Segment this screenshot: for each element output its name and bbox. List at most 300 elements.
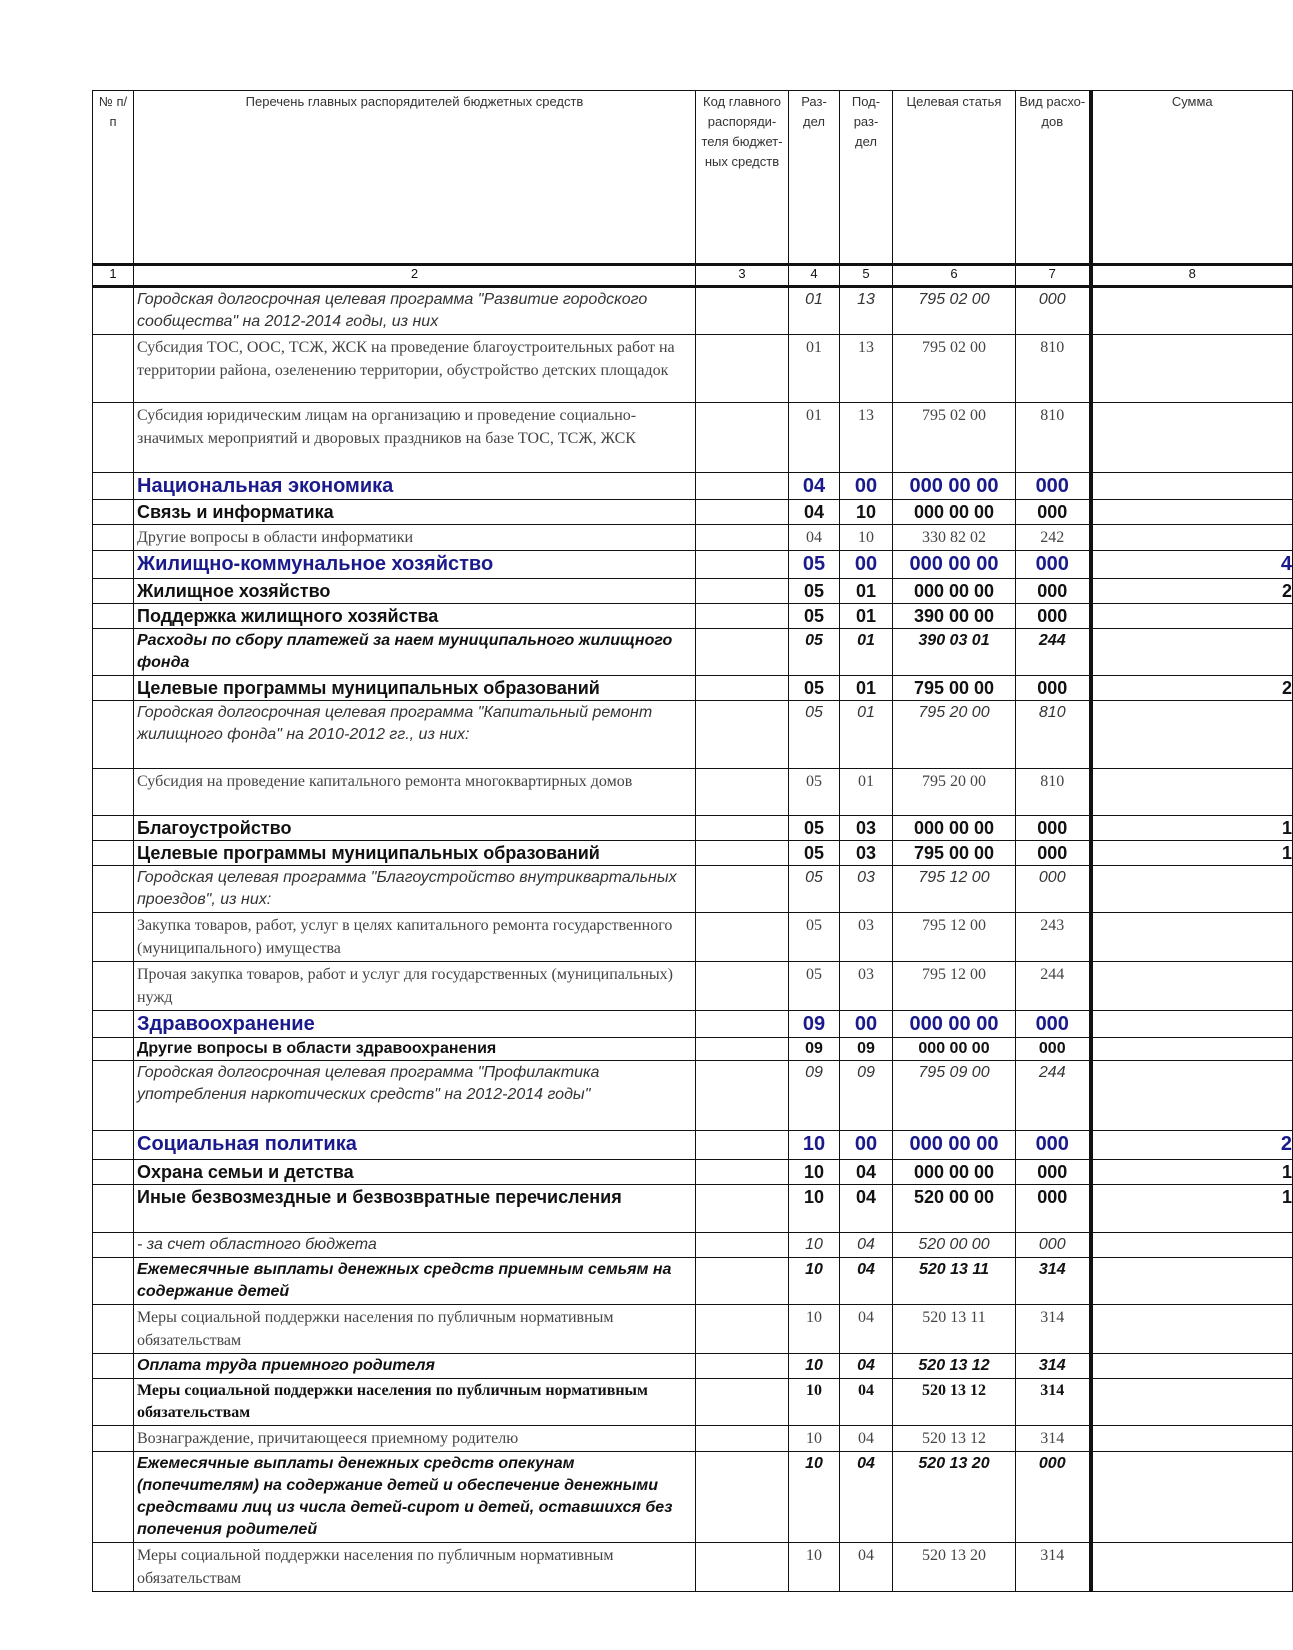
row-type-cell: 314 bbox=[1016, 1379, 1091, 1426]
table-row bbox=[93, 676, 1293, 701]
row-code-cell bbox=[696, 1354, 789, 1379]
row-number-cell bbox=[93, 1258, 134, 1305]
row-target-cell: 520 13 11 bbox=[893, 1258, 1016, 1305]
row-sum-cell bbox=[1091, 403, 1293, 473]
row-number-cell bbox=[93, 604, 134, 629]
header-cell-sum: Сумма bbox=[1091, 91, 1293, 265]
row-type-cell: 810 bbox=[1016, 403, 1091, 473]
row-target-cell: 795 20 00 bbox=[893, 769, 1016, 816]
row-target-cell: 520 13 20 bbox=[893, 1543, 1016, 1592]
row-target-cell: 000 00 00 bbox=[893, 1160, 1016, 1185]
row-sum-cell: 2 bbox=[1091, 676, 1293, 701]
row-code-cell bbox=[696, 1160, 789, 1185]
row-name-cell: Жилищно-коммунальное хозяйство bbox=[134, 551, 696, 579]
row-section-cell: 10 bbox=[789, 1379, 840, 1426]
header-cell-subsection: Под-раз-дел bbox=[840, 91, 893, 265]
row-section-cell: 10 bbox=[789, 1543, 840, 1592]
column-number-row bbox=[93, 265, 1293, 287]
row-sum-cell bbox=[1091, 604, 1293, 629]
row-subsection-cell: 13 bbox=[840, 403, 893, 473]
row-number-cell bbox=[93, 1011, 134, 1038]
row-number-cell bbox=[93, 525, 134, 551]
row-section-cell: 10 bbox=[789, 1354, 840, 1379]
row-sum-cell bbox=[1091, 1452, 1293, 1543]
row-subsection-cell: 04 bbox=[840, 1354, 893, 1379]
row-code-cell bbox=[696, 1038, 789, 1061]
row-number-cell bbox=[93, 1426, 134, 1452]
table-row bbox=[93, 701, 1293, 769]
row-code-cell bbox=[696, 403, 789, 473]
row-subsection-cell: 03 bbox=[840, 816, 893, 841]
row-sum-cell: 2 bbox=[1091, 1131, 1293, 1160]
row-number-cell bbox=[93, 335, 134, 403]
table-row bbox=[93, 816, 1293, 841]
row-subsection-cell: 04 bbox=[840, 1185, 893, 1233]
row-code-cell bbox=[696, 769, 789, 816]
row-name-cell: Ежемесячные выплаты денежных средств приемным семьям на содержание детей bbox=[134, 1258, 696, 1305]
row-type-cell: 000 bbox=[1016, 604, 1091, 629]
row-section-cell: 09 bbox=[789, 1011, 840, 1038]
row-number-cell bbox=[93, 769, 134, 816]
row-section-cell: 05 bbox=[789, 629, 840, 676]
row-code-cell bbox=[696, 816, 789, 841]
row-sum-cell: 1 bbox=[1091, 841, 1293, 866]
row-subsection-cell: 10 bbox=[840, 500, 893, 525]
row-target-cell: 795 12 00 bbox=[893, 913, 1016, 962]
row-code-cell bbox=[696, 1426, 789, 1452]
row-target-cell: 000 00 00 bbox=[893, 1131, 1016, 1160]
row-name-cell: Прочая закупка товаров, работ и услуг для государственных (муниципальных) нужд bbox=[134, 962, 696, 1011]
row-type-cell: 314 bbox=[1016, 1354, 1091, 1379]
table-row bbox=[93, 525, 1293, 551]
row-subsection-cell: 03 bbox=[840, 962, 893, 1011]
row-section-cell: 10 bbox=[789, 1426, 840, 1452]
row-sum-cell bbox=[1091, 913, 1293, 962]
row-name-cell: Расходы по сбору платежей за наем муниципального жилищного фонда bbox=[134, 629, 696, 676]
row-name-cell: Субсидия юридическим лицам на организацию и проведение социально-значимых мероприятий и дворовых праздников на базе ТОС, ТСЖ, ЖСК bbox=[134, 403, 696, 473]
row-subsection-cell: 13 bbox=[840, 335, 893, 403]
row-target-cell: 000 00 00 bbox=[893, 816, 1016, 841]
row-code-cell bbox=[696, 579, 789, 604]
row-name-cell: Иные безвозмездные и безвозвратные перечисления bbox=[134, 1185, 696, 1233]
table-row bbox=[93, 287, 1293, 335]
row-name-cell: Целевые программы муниципальных образований bbox=[134, 676, 696, 701]
row-section-cell: 10 bbox=[789, 1305, 840, 1354]
row-target-cell: 520 13 11 bbox=[893, 1305, 1016, 1354]
row-subsection-cell: 04 bbox=[840, 1305, 893, 1354]
row-sum-cell bbox=[1091, 1354, 1293, 1379]
row-subsection-cell: 01 bbox=[840, 769, 893, 816]
row-type-cell: 000 bbox=[1016, 473, 1091, 500]
row-type-cell: 243 bbox=[1016, 913, 1091, 962]
row-type-cell: 314 bbox=[1016, 1305, 1091, 1354]
row-sum-cell bbox=[1091, 287, 1293, 335]
row-number-cell bbox=[93, 1061, 134, 1131]
row-name-cell: Ежемесячные выплаты денежных средств опекунам (попечителям) на содержание детей и обеспечение денежными средствами лиц из числа детей-сирот и детей, оставшихся без попечения родителей bbox=[134, 1452, 696, 1543]
row-sum-cell bbox=[1091, 1305, 1293, 1354]
row-subsection-cell: 01 bbox=[840, 629, 893, 676]
row-sum-cell bbox=[1091, 1258, 1293, 1305]
table-row bbox=[93, 769, 1293, 816]
row-sum-cell bbox=[1091, 962, 1293, 1011]
row-section-cell: 01 bbox=[789, 403, 840, 473]
row-name-cell: Оплата труда приемного родителя bbox=[134, 1354, 696, 1379]
row-code-cell bbox=[696, 629, 789, 676]
row-type-cell: 000 bbox=[1016, 1233, 1091, 1258]
column-number: 7 bbox=[1016, 265, 1091, 287]
row-type-cell: 000 bbox=[1016, 500, 1091, 525]
row-type-cell: 810 bbox=[1016, 701, 1091, 769]
row-type-cell: 000 bbox=[1016, 579, 1091, 604]
row-target-cell: 795 02 00 bbox=[893, 335, 1016, 403]
row-type-cell: 000 bbox=[1016, 287, 1091, 335]
row-target-cell: 000 00 00 bbox=[893, 473, 1016, 500]
table-row bbox=[93, 913, 1293, 962]
row-code-cell bbox=[696, 287, 789, 335]
row-type-cell: 314 bbox=[1016, 1258, 1091, 1305]
row-code-cell bbox=[696, 604, 789, 629]
table-row bbox=[93, 1305, 1293, 1354]
table-row bbox=[93, 1038, 1293, 1061]
table-row bbox=[93, 1011, 1293, 1038]
table-row bbox=[93, 1426, 1293, 1452]
row-type-cell: 242 bbox=[1016, 525, 1091, 551]
row-name-cell: Другие вопросы в области здравоохранения bbox=[134, 1038, 696, 1061]
row-target-cell: 795 02 00 bbox=[893, 403, 1016, 473]
row-section-cell: 05 bbox=[789, 913, 840, 962]
row-code-cell bbox=[696, 676, 789, 701]
row-target-cell: 330 82 02 bbox=[893, 525, 1016, 551]
row-name-cell: Городская долгосрочная целевая программа "Профилактика употребления наркотических средств" на 2012-2014 годы" bbox=[134, 1061, 696, 1131]
row-sum-cell bbox=[1091, 473, 1293, 500]
row-number-cell bbox=[93, 1452, 134, 1543]
row-code-cell bbox=[696, 335, 789, 403]
row-type-cell: 000 bbox=[1016, 816, 1091, 841]
row-type-cell: 000 bbox=[1016, 551, 1091, 579]
row-name-cell: Благоустройство bbox=[134, 816, 696, 841]
row-section-cell: 04 bbox=[789, 473, 840, 500]
header-cell-section: Раз-дел bbox=[789, 91, 840, 265]
header-cell-code: Код главного распоряди-теля бюджет-ных средств bbox=[696, 91, 789, 265]
row-sum-cell bbox=[1091, 701, 1293, 769]
row-number-cell bbox=[93, 866, 134, 913]
row-type-cell: 000 bbox=[1016, 1038, 1091, 1061]
row-section-cell: 05 bbox=[789, 769, 840, 816]
row-number-cell bbox=[93, 1131, 134, 1160]
row-type-cell: 000 bbox=[1016, 1185, 1091, 1233]
table-row bbox=[93, 403, 1293, 473]
column-number: 1 bbox=[93, 265, 134, 287]
row-section-cell: 05 bbox=[789, 604, 840, 629]
row-number-cell bbox=[93, 1038, 134, 1061]
table-row bbox=[93, 841, 1293, 866]
row-sum-cell bbox=[1091, 1038, 1293, 1061]
table-row bbox=[93, 1543, 1293, 1592]
row-code-cell bbox=[696, 473, 789, 500]
row-subsection-cell: 04 bbox=[840, 1452, 893, 1543]
row-number-cell bbox=[93, 1305, 134, 1354]
row-section-cell: 10 bbox=[789, 1131, 840, 1160]
row-code-cell bbox=[696, 1011, 789, 1038]
row-sum-cell: 1 bbox=[1091, 1185, 1293, 1233]
header-cell-type: Вид расхо-дов bbox=[1016, 91, 1091, 265]
header-cell-name: Перечень главных распорядителей бюджетных средств bbox=[134, 91, 696, 265]
column-number: 6 bbox=[893, 265, 1016, 287]
row-name-cell: Национальная экономика bbox=[134, 473, 696, 500]
row-target-cell: 520 13 12 bbox=[893, 1354, 1016, 1379]
table-row bbox=[93, 1233, 1293, 1258]
row-number-cell bbox=[93, 676, 134, 701]
row-name-cell: Субсидия на проведение капитального ремонта многоквартирных домов bbox=[134, 769, 696, 816]
row-section-cell: 10 bbox=[789, 1160, 840, 1185]
row-sum-cell bbox=[1091, 335, 1293, 403]
row-name-cell: Поддержка жилищного хозяйства bbox=[134, 604, 696, 629]
column-number: 8 bbox=[1091, 265, 1293, 287]
row-section-cell: 10 bbox=[789, 1258, 840, 1305]
row-name-cell: Социальная политика bbox=[134, 1131, 696, 1160]
row-type-cell: 000 bbox=[1016, 1160, 1091, 1185]
row-target-cell: 520 00 00 bbox=[893, 1185, 1016, 1233]
table-row bbox=[93, 500, 1293, 525]
row-target-cell: 390 00 00 bbox=[893, 604, 1016, 629]
row-name-cell: Охрана семьи и детства bbox=[134, 1160, 696, 1185]
row-name-cell: Меры социальной поддержки населения по публичным нормативным обязательствам bbox=[134, 1305, 696, 1354]
table-row bbox=[93, 1185, 1293, 1233]
row-subsection-cell: 01 bbox=[840, 676, 893, 701]
row-sum-cell bbox=[1091, 1426, 1293, 1452]
row-number-cell bbox=[93, 1233, 134, 1258]
table-row bbox=[93, 962, 1293, 1011]
row-type-cell: 000 bbox=[1016, 1011, 1091, 1038]
row-sum-cell bbox=[1091, 1543, 1293, 1592]
row-number-cell bbox=[93, 1379, 134, 1426]
row-section-cell: 05 bbox=[789, 816, 840, 841]
row-name-cell: Здравоохранение bbox=[134, 1011, 696, 1038]
row-sum-cell bbox=[1091, 500, 1293, 525]
row-subsection-cell: 04 bbox=[840, 1543, 893, 1592]
row-type-cell: 244 bbox=[1016, 962, 1091, 1011]
table-row bbox=[93, 551, 1293, 579]
header-row bbox=[93, 91, 1293, 265]
row-target-cell: 390 03 01 bbox=[893, 629, 1016, 676]
row-sum-cell: 1 bbox=[1091, 1160, 1293, 1185]
row-type-cell: 000 bbox=[1016, 1131, 1091, 1160]
row-code-cell bbox=[696, 1061, 789, 1131]
row-subsection-cell: 00 bbox=[840, 1011, 893, 1038]
table-row bbox=[93, 1379, 1293, 1426]
row-sum-cell bbox=[1091, 1011, 1293, 1038]
table-row bbox=[93, 1131, 1293, 1160]
row-number-cell bbox=[93, 841, 134, 866]
row-number-cell bbox=[93, 403, 134, 473]
row-name-cell: - за счет областного бюджета bbox=[134, 1233, 696, 1258]
row-number-cell bbox=[93, 701, 134, 769]
row-code-cell bbox=[696, 1379, 789, 1426]
row-number-cell bbox=[93, 1160, 134, 1185]
row-name-cell: Жилищное хозяйство bbox=[134, 579, 696, 604]
table-row bbox=[93, 629, 1293, 676]
row-number-cell bbox=[93, 962, 134, 1011]
row-section-cell: 01 bbox=[789, 335, 840, 403]
row-code-cell bbox=[696, 551, 789, 579]
row-subsection-cell: 01 bbox=[840, 579, 893, 604]
row-subsection-cell: 10 bbox=[840, 525, 893, 551]
row-sum-cell bbox=[1091, 866, 1293, 913]
table-row bbox=[93, 473, 1293, 500]
table-row bbox=[93, 1452, 1293, 1543]
row-code-cell bbox=[696, 1543, 789, 1592]
row-code-cell bbox=[696, 1185, 789, 1233]
row-type-cell: 244 bbox=[1016, 629, 1091, 676]
row-subsection-cell: 00 bbox=[840, 551, 893, 579]
column-number: 2 bbox=[134, 265, 696, 287]
row-type-cell: 000 bbox=[1016, 841, 1091, 866]
row-section-cell: 05 bbox=[789, 866, 840, 913]
row-sum-cell bbox=[1091, 525, 1293, 551]
row-subsection-cell: 01 bbox=[840, 604, 893, 629]
row-code-cell bbox=[696, 1305, 789, 1354]
row-subsection-cell: 00 bbox=[840, 473, 893, 500]
row-number-cell bbox=[93, 1354, 134, 1379]
row-name-cell: Закупка товаров, работ, услуг в целях капитального ремонта государственного (муниципального) имущества bbox=[134, 913, 696, 962]
row-section-cell: 04 bbox=[789, 525, 840, 551]
column-number: 3 bbox=[696, 265, 789, 287]
row-name-cell: Меры социальной поддержки населения по публичным нормативным обязательствам bbox=[134, 1379, 696, 1426]
row-number-cell bbox=[93, 500, 134, 525]
row-name-cell: Вознаграждение, причитающееся приемному родителю bbox=[134, 1426, 696, 1452]
row-sum-cell: 4 bbox=[1091, 551, 1293, 579]
row-code-cell bbox=[696, 1233, 789, 1258]
row-name-cell: Связь и информатика bbox=[134, 500, 696, 525]
row-type-cell: 810 bbox=[1016, 769, 1091, 816]
row-name-cell: Субсидия ТОС, ООС, ТСЖ, ЖСК на проведение благоустроительных работ на территории района, озеленению территории, обустройство детских площадок bbox=[134, 335, 696, 403]
row-code-cell bbox=[696, 962, 789, 1011]
row-name-cell: Городская долгосрочная целевая программа "Капитальный ремонт жилищного фонда" на 2010-2012 гг., из них: bbox=[134, 701, 696, 769]
row-number-cell bbox=[93, 1543, 134, 1592]
table-row bbox=[93, 866, 1293, 913]
row-sum-cell: 2 bbox=[1091, 579, 1293, 604]
row-name-cell: Меры социальной поддержки населения по публичным нормативным обязательствам bbox=[134, 1543, 696, 1592]
row-target-cell: 000 00 00 bbox=[893, 551, 1016, 579]
row-number-cell bbox=[93, 629, 134, 676]
row-section-cell: 01 bbox=[789, 287, 840, 335]
row-code-cell bbox=[696, 1258, 789, 1305]
table-row bbox=[93, 335, 1293, 403]
row-subsection-cell: 03 bbox=[840, 913, 893, 962]
row-subsection-cell: 13 bbox=[840, 287, 893, 335]
budget-table-container bbox=[92, 90, 1292, 1592]
row-sum-cell: 1 bbox=[1091, 816, 1293, 841]
row-target-cell: 795 12 00 bbox=[893, 962, 1016, 1011]
row-target-cell: 000 00 00 bbox=[893, 1011, 1016, 1038]
row-subsection-cell: 03 bbox=[840, 866, 893, 913]
table-row bbox=[93, 1061, 1293, 1131]
row-section-cell: 05 bbox=[789, 701, 840, 769]
row-number-cell bbox=[93, 579, 134, 604]
row-subsection-cell: 01 bbox=[840, 701, 893, 769]
row-sum-cell bbox=[1091, 1061, 1293, 1131]
row-name-cell: Городская целевая программа "Благоустройство внутриквартальных проездов", из них: bbox=[134, 866, 696, 913]
row-target-cell: 795 09 00 bbox=[893, 1061, 1016, 1131]
row-section-cell: 05 bbox=[789, 676, 840, 701]
row-section-cell: 10 bbox=[789, 1452, 840, 1543]
row-subsection-cell: 00 bbox=[840, 1131, 893, 1160]
row-target-cell: 520 13 12 bbox=[893, 1426, 1016, 1452]
table-row bbox=[93, 1160, 1293, 1185]
row-code-cell bbox=[696, 500, 789, 525]
row-section-cell: 05 bbox=[789, 962, 840, 1011]
row-name-cell: Городская долгосрочная целевая программа "Развитие городского сообщества" на 2012-2014 годы, из них bbox=[134, 287, 696, 335]
column-number: 5 bbox=[840, 265, 893, 287]
row-target-cell: 520 13 20 bbox=[893, 1452, 1016, 1543]
row-target-cell: 795 02 00 bbox=[893, 287, 1016, 335]
row-sum-cell bbox=[1091, 1233, 1293, 1258]
row-number-cell bbox=[93, 551, 134, 579]
table-row bbox=[93, 604, 1293, 629]
row-number-cell bbox=[93, 287, 134, 335]
row-section-cell: 09 bbox=[789, 1038, 840, 1061]
row-section-cell: 10 bbox=[789, 1185, 840, 1233]
row-section-cell: 10 bbox=[789, 1233, 840, 1258]
row-code-cell bbox=[696, 1452, 789, 1543]
row-code-cell bbox=[696, 841, 789, 866]
row-target-cell: 000 00 00 bbox=[893, 1038, 1016, 1061]
row-type-cell: 810 bbox=[1016, 335, 1091, 403]
row-target-cell: 795 12 00 bbox=[893, 866, 1016, 913]
row-type-cell: 244 bbox=[1016, 1061, 1091, 1131]
table-row bbox=[93, 579, 1293, 604]
row-type-cell: 000 bbox=[1016, 676, 1091, 701]
row-code-cell bbox=[696, 525, 789, 551]
row-sum-cell bbox=[1091, 769, 1293, 816]
row-number-cell bbox=[93, 1185, 134, 1233]
row-type-cell: 000 bbox=[1016, 866, 1091, 913]
row-sum-cell bbox=[1091, 1379, 1293, 1426]
row-target-cell: 000 00 00 bbox=[893, 579, 1016, 604]
row-section-cell: 05 bbox=[789, 551, 840, 579]
row-type-cell: 314 bbox=[1016, 1543, 1091, 1592]
row-code-cell bbox=[696, 1131, 789, 1160]
row-code-cell bbox=[696, 866, 789, 913]
row-subsection-cell: 04 bbox=[840, 1160, 893, 1185]
row-subsection-cell: 09 bbox=[840, 1038, 893, 1061]
row-section-cell: 05 bbox=[789, 579, 840, 604]
header-cell-target: Целевая статья bbox=[893, 91, 1016, 265]
row-section-cell: 09 bbox=[789, 1061, 840, 1131]
row-number-cell bbox=[93, 473, 134, 500]
table-row bbox=[93, 1258, 1293, 1305]
row-section-cell: 04 bbox=[789, 500, 840, 525]
row-target-cell: 520 13 12 bbox=[893, 1379, 1016, 1426]
row-subsection-cell: 04 bbox=[840, 1426, 893, 1452]
row-target-cell: 795 00 00 bbox=[893, 676, 1016, 701]
table-row bbox=[93, 1354, 1293, 1379]
row-target-cell: 795 20 00 bbox=[893, 701, 1016, 769]
row-sum-cell bbox=[1091, 629, 1293, 676]
row-target-cell: 795 00 00 bbox=[893, 841, 1016, 866]
row-type-cell: 000 bbox=[1016, 1452, 1091, 1543]
header-cell-number: № п/п bbox=[93, 91, 134, 265]
row-target-cell: 000 00 00 bbox=[893, 500, 1016, 525]
row-subsection-cell: 09 bbox=[840, 1061, 893, 1131]
row-code-cell bbox=[696, 913, 789, 962]
row-number-cell bbox=[93, 816, 134, 841]
row-type-cell: 314 bbox=[1016, 1426, 1091, 1452]
row-target-cell: 520 00 00 bbox=[893, 1233, 1016, 1258]
row-section-cell: 05 bbox=[789, 841, 840, 866]
row-subsection-cell: 04 bbox=[840, 1258, 893, 1305]
budget-table bbox=[92, 90, 1293, 1592]
